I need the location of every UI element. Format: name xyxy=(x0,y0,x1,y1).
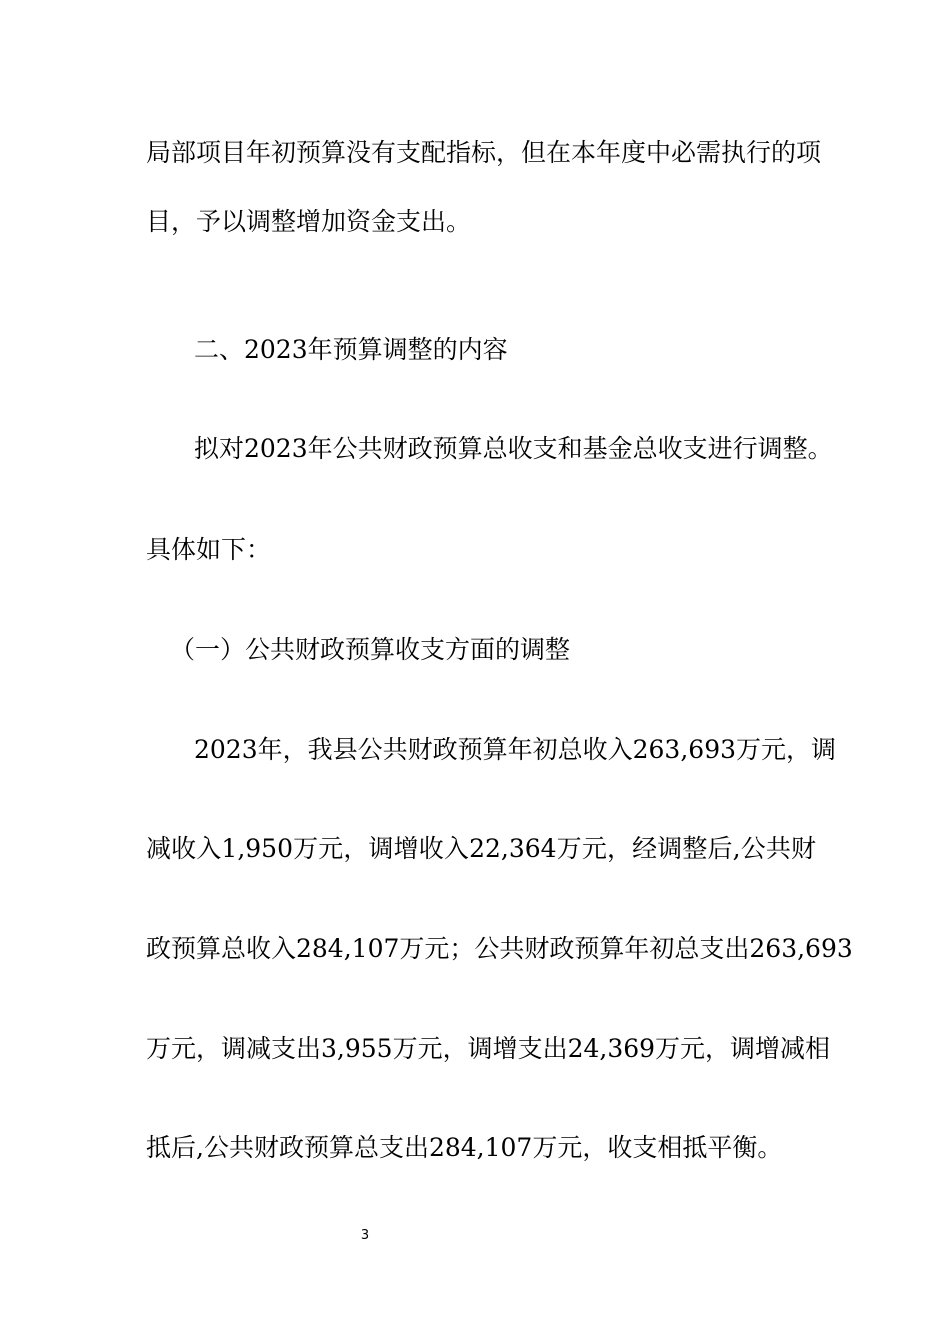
paragraph-line: 目，予以调整增加资金支出。 xyxy=(146,207,472,236)
paragraph-line: 政预算总收入284,107万元；公共财政预算年初总支出263,693 xyxy=(146,934,853,963)
paragraph-line: 万元，调减支出3,955万元，调增支出24,369万元，调增减相 xyxy=(146,1034,831,1063)
subsection-heading: （一）公共财政预算收支方面的调整 xyxy=(170,635,571,664)
paragraph-line: 抵后,公共财政预算总支出284,107万元，收支相抵平衡。 xyxy=(146,1133,783,1162)
paragraph-line: 减收入1,950万元，调增收入22,364万元，经调整后,公共财 xyxy=(146,834,816,863)
paragraph-line: 2023年，我县公共财政预算年初总收入263,693万元，调 xyxy=(194,735,837,764)
section-heading: 二、2023年预算调整的内容 xyxy=(194,335,508,364)
page-number: 3 xyxy=(360,1228,370,1243)
paragraph-line: 拟对2023年公共财政预算总收支和基金总收支进行调整。 xyxy=(194,434,833,463)
paragraph-line: 具体如下： xyxy=(146,535,272,564)
paragraph-line: 局部项目年初预算没有支配指标，但在本年度中必需执行的项 xyxy=(146,138,822,167)
